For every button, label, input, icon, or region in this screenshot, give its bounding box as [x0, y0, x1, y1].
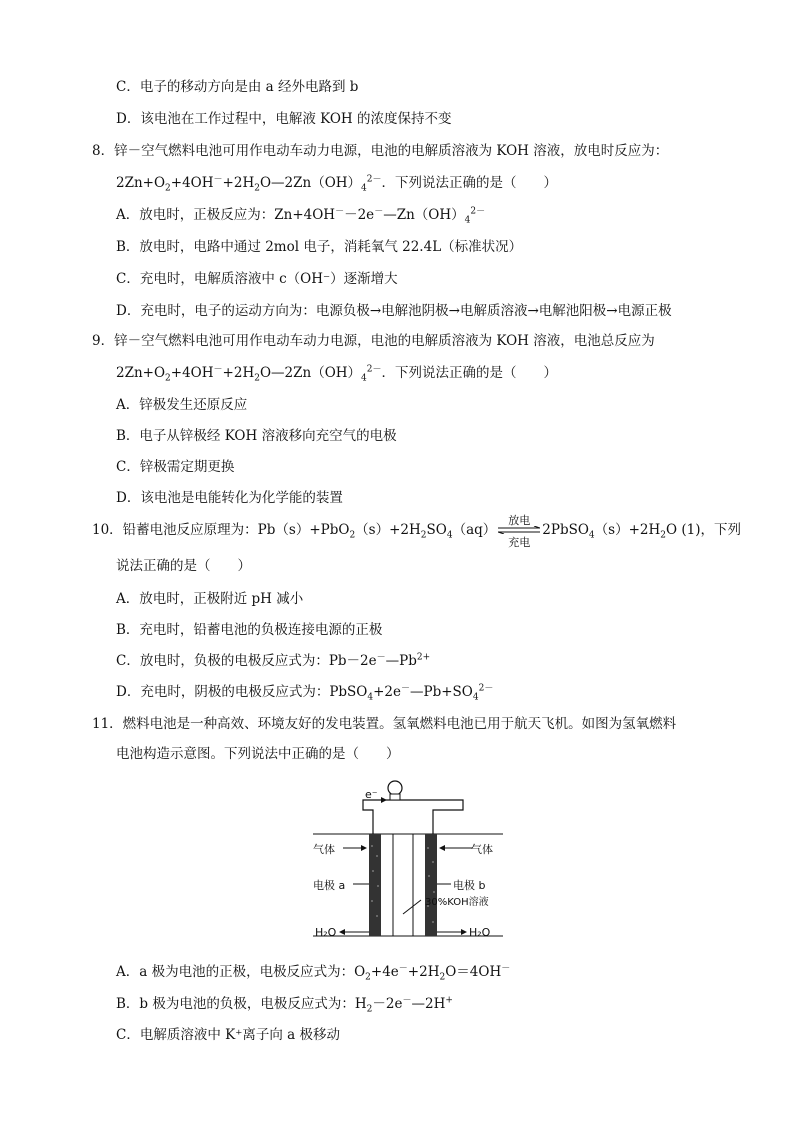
question-11-option-b: B．b 极为电池的负极，电极反应式为：$H_2-2e^-—2H^+$ [116, 995, 453, 1015]
electron-label: e⁻ [365, 788, 378, 801]
question-10-option-c: C．放电时，负极的电极反应式为：$Pb-2e^-—Pb^{2+}$ [116, 652, 431, 669]
question-8-stem: 8．锌－空气燃料电池可用作电动车动力电源，电池的电解质溶液为 KOH 溶液，放电时反应为： [92, 143, 669, 159]
question-9-option-b: B．电子从锌极经 KOH 溶液移向充空气的电极 [116, 428, 397, 444]
gas-right-label: 气体 [471, 843, 493, 856]
gas-left-label: 气体 [313, 843, 335, 856]
water-left-label: H₂O [315, 926, 337, 939]
question-9-option-a: A．锌极发生还原反应 [116, 397, 248, 413]
bulb-icon [388, 781, 402, 795]
reversible-arrow: 放电 充电 [498, 522, 540, 540]
question-10-option-b: B．充电时，铅蓄电池的负极连接电源的正极 [116, 622, 383, 638]
question-8-option-b: B．放电时，电路中通过 2mol 电子，消耗氧气 22.4L（标准状况） [116, 239, 523, 255]
question-9-stem: 9．锌－空气燃料电池可用作电动车动力电源，电池的电解质溶液为 KOH 溶液，电池总反应为 [92, 333, 655, 349]
question-10-option-a: A．放电时，正极附近 pH 减小 [116, 591, 304, 607]
electrode-a-label: 电极 a [313, 879, 346, 892]
question-8-option-c: C．充电时，电解质溶液中 c（OH⁻）逐渐增大 [116, 271, 398, 287]
question-10-option-d: D．充电时，阴极的电极反应式为：$PbSO_4+2e^-—Pb+SO_4^{2-}$ [116, 683, 494, 703]
question-8-equation: $2Zn+O_2+4OH^-+2H_2O—2Zn(OH)_4^{2-}$．下列说法正确的是（ ） [116, 174, 558, 194]
question-10-stem: 10．铅蓄电池反应原理为：$Pb(s)+PbO_2(s)+2H_2SO_4(aq)$ 放电 充电 $2PbSO_4(s)+2H_2O$ (1)，下列 [92, 513, 741, 549]
question-11-option-c: C．电解质溶液中 K⁺离子向 a 极移动 [116, 1027, 340, 1043]
option-c-prev: C．电子的移动方向是由 a 经外电路到 b [116, 79, 359, 95]
question-8-option-a: A．放电时，正极反应为：$Zn+4OH^--2e^-—Zn(OH)_4^{2-}$ [116, 206, 486, 226]
fuel-cell-diagram [313, 776, 503, 946]
question-11-stem: 11．燃料电池是一种高效、环境友好的发电装置。氢氧燃料电池已用于航天飞机。如图为氢氧燃料 [92, 716, 677, 732]
question-10-stem-cont: 说法正确的是（ ） [116, 558, 251, 574]
question-9-option-d: D．该电池是电能转化为化学能的装置 [116, 490, 343, 506]
water-right-label: H₂O [469, 926, 491, 939]
question-8-option-d: D．充电时，电子的运动方向为：电源负极→电解池阴极→电解质溶液→电解池阳极→电源正极 [116, 303, 672, 319]
question-9-equation: $2Zn+O_2+4OH^-+2H_2O—2Zn(OH)_4^{2-}$．下列说法正确的是（ ） [116, 364, 558, 384]
option-d-prev: D．该电池在工作过程中，电解液 KOH 的浓度保持不变 [116, 111, 452, 127]
question-9-option-c: C．锌极需定期更换 [116, 459, 235, 475]
question-11-option-a: A．a 极为电池的正极，电极反应式为：$O_2+4e^-+2H_2O=4OH^-$ [116, 963, 511, 983]
electrolyte-label: 30%KOH溶液 [425, 897, 489, 908]
electrode-b-label: 电极 b [453, 879, 486, 892]
question-11-stem-cont: 电池构造示意图。下列说法中正确的是（ ） [116, 746, 400, 762]
